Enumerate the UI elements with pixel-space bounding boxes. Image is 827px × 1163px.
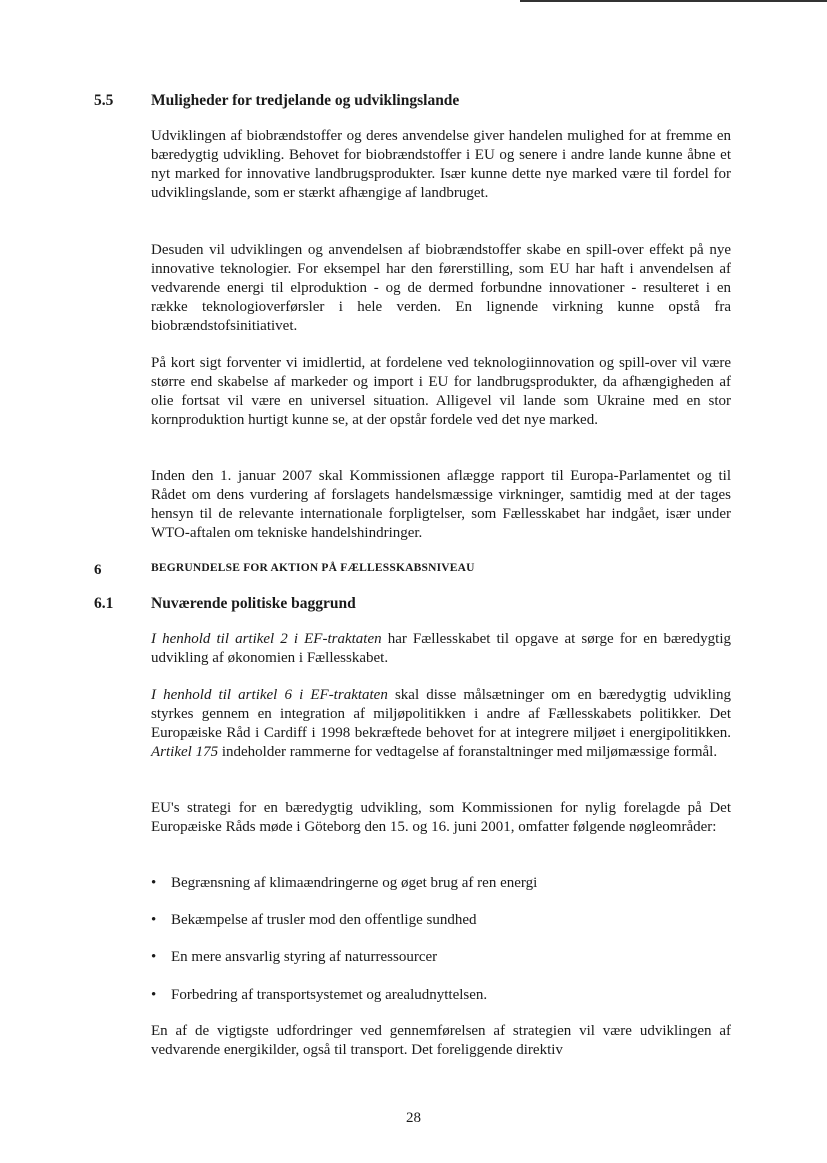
paragraph-text: skal disse målsætninger om en bæredygtig udvikling styrkes gennem en integration af miljøpolitikken i andre af Fællesskabets politikker. Det Europæiske Råd i Cardiff i 1998 bekræftede behovet for at integrere miljøet i energipolitikken. bbox=[151, 687, 731, 741]
section-number: 6.1 bbox=[94, 595, 114, 612]
list-item bbox=[151, 875, 537, 892]
section-number: 5.5 bbox=[94, 92, 114, 109]
paragraph bbox=[151, 630, 731, 668]
article-reference: I henhold til artikel 6 i EF-traktaten bbox=[151, 687, 388, 703]
paragraph-text: indeholder rammerne for vedtagelse af foranstaltninger med miljømæssige formål. bbox=[218, 744, 718, 760]
page-number: 28 bbox=[406, 1110, 421, 1126]
article-reference: I henhold til artikel 2 i EF-traktaten bbox=[151, 631, 382, 647]
paragraph-text: har Fællesskabet til opgave at sørge for en bæredygtig udvikling af økonomien i Fællesskabet. bbox=[151, 631, 731, 666]
paragraph: Desuden vil udviklingen og anvendelsen af biobrændstoffer skabe en spill-over effekt på nye innovative teknologier. For eksempel har den førerstilling, som EU har haft i anvendelsen af vedvarende energi til elproduktion - og de dermed forbundne innovationer - resulteret i en række teknologioverførsler i hele verden. En lignende virkning kunne opstå fra biobrændstofsinitiativet. bbox=[151, 242, 731, 334]
section-title: Nuværende politiske baggrund bbox=[151, 595, 356, 612]
bullet-icon: • bbox=[151, 875, 157, 891]
list-item bbox=[151, 912, 477, 929]
section-title: BEGRUNDELSE FOR AKTION PÅ FÆLLESSKABSNIVEAU bbox=[151, 562, 475, 574]
bullet-icon: • bbox=[151, 987, 157, 1003]
paragraph: Udviklingen af biobrændstoffer og deres anvendelse giver handelen mulighed for at fremme en bæredygtig udvikling. Behovet for biobrændstoffer i EU og senere i andre lande kunne åbne et nyt marked for innovative landbrugsprodukter. Især kunne dette nye marked være til fordel for udviklingslande, som er stærkt afhængige af landbruget. bbox=[151, 128, 731, 201]
list-item bbox=[151, 987, 487, 1004]
top-border-line bbox=[520, 0, 827, 2]
article-reference: Artikel 175 bbox=[151, 744, 219, 760]
paragraph: EU's strategi for en bæredygtig udvikling, som Kommissionen for nylig forelagde på Det Europæiske Råds møde i Göteborg den 15. og 16. juni 2001, omfatter følgende nøgleområder: bbox=[151, 800, 731, 835]
paragraph: Inden den 1. januar 2007 skal Kommissionen aflægge rapport til Europa-Parlamentet og til Rådet om dens vurdering af forslagets handelsmæssige virkninger, samtidig med at der tages hensyn til de relevante internationale forpligtelser, som Fællesskabet har indgået, især under WTO-aftalen om tekniske handelshindringer. bbox=[151, 468, 731, 541]
list-item-text: Bekæmpelse af trusler mod den offentlige sundhed bbox=[171, 912, 477, 928]
list-item-text: Forbedring af transportsystemet og arealudnyttelsen. bbox=[171, 987, 488, 1003]
section-title: Muligheder for tredjelande og udviklingslande bbox=[151, 92, 460, 109]
list-item-text: En mere ansvarlig styring af naturressourcer bbox=[171, 949, 438, 965]
paragraph: En af de vigtigste udfordringer ved gennemførelsen af strategien vil være udviklingen af vedvarende energikilder, også til transport. Det foreliggende direktiv bbox=[151, 1023, 731, 1058]
list-item-text: Begrænsning af klimaændringerne og øget brug af ren energi bbox=[171, 875, 538, 891]
paragraph: På kort sigt forventer vi imidlertid, at fordelene ved teknologiinnovation og spill-over vil være større end skabelse af markeder og import i EU for landbrugsprodukter, da afhængigheden af olie fortsat vil være en universel situation. Alligevel vil lande som Ukraine med en stor kornproduktion hurtigt kunne se, at der opstår fordele ved det nye marked. bbox=[151, 355, 731, 428]
section-number: 6 bbox=[94, 562, 102, 578]
bullet-icon: • bbox=[151, 949, 157, 965]
paragraph bbox=[151, 686, 731, 762]
list-item bbox=[151, 949, 437, 966]
bullet-icon: • bbox=[151, 912, 157, 928]
